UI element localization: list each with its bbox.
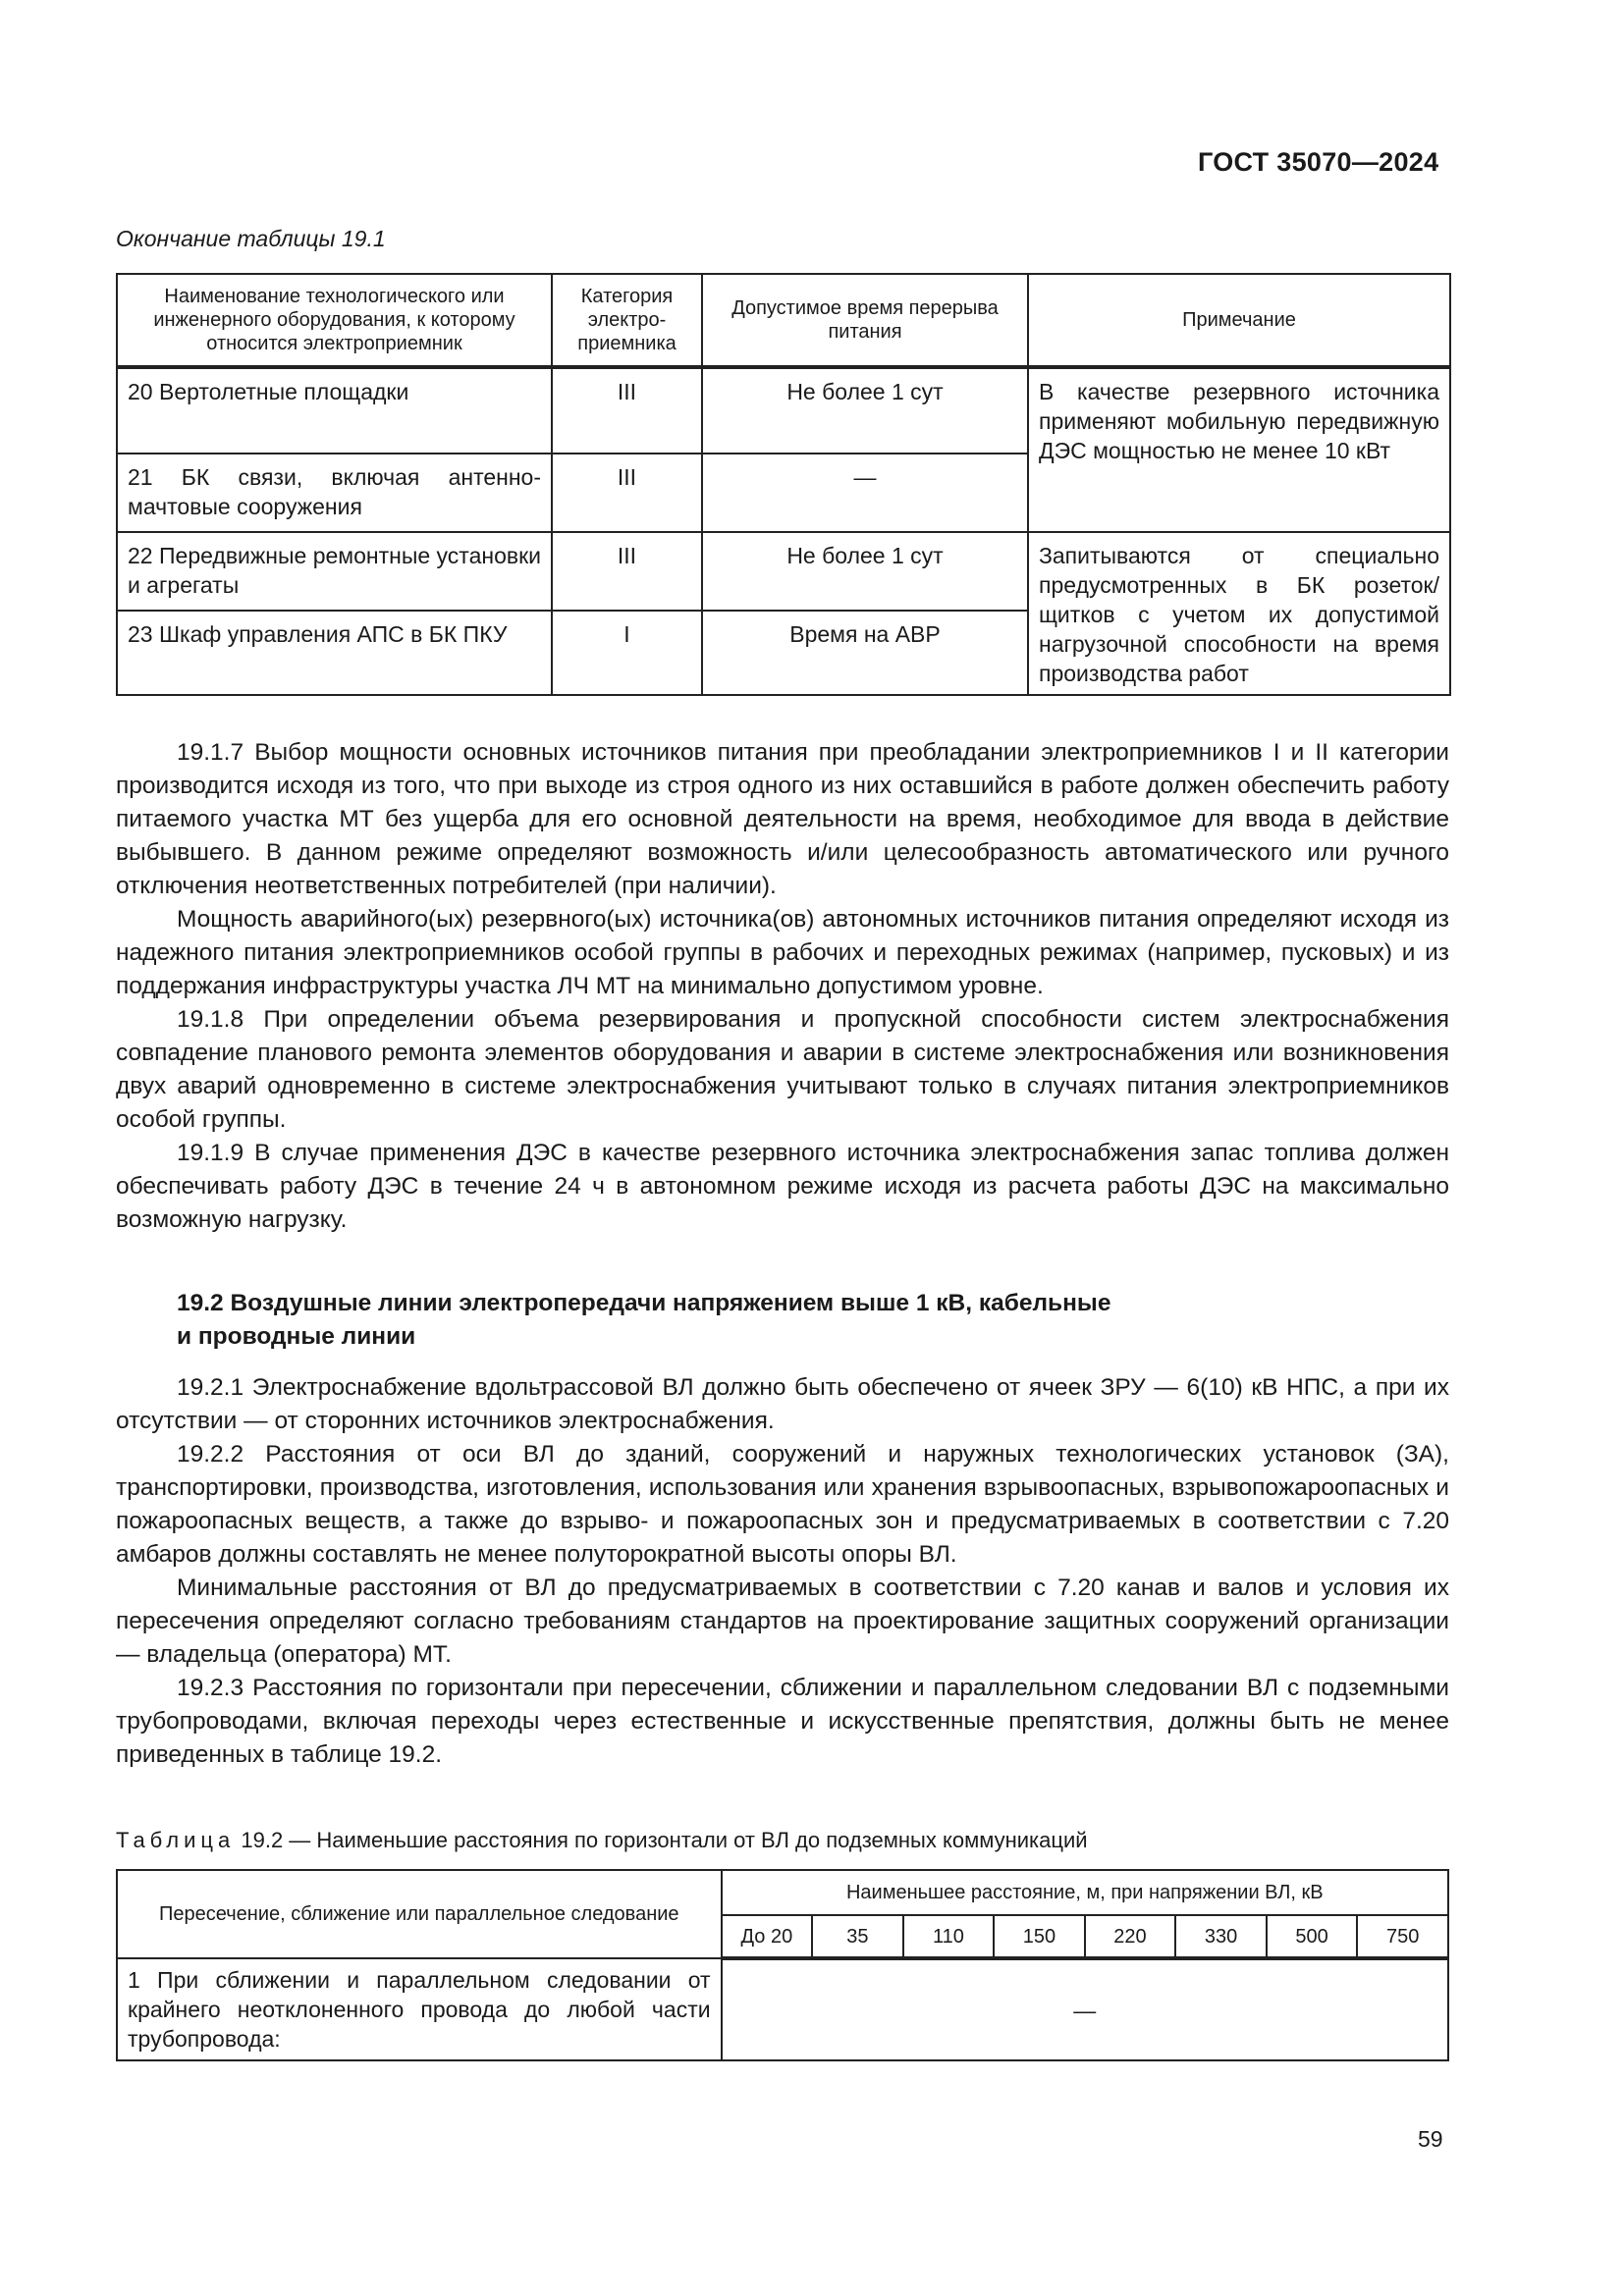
column-header-voltage: 500 <box>1267 1915 1358 1958</box>
column-header-crossing: Пересечение, сближение или параллельное следование <box>117 1870 722 1958</box>
column-header-voltage: 35 <box>812 1915 903 1958</box>
table-label: Таблица <box>116 1828 236 1852</box>
row-value: — <box>722 1958 1448 2060</box>
row-time: — <box>702 454 1028 532</box>
paragraph: Минимальные расстояния от ВЛ до предусматриваемых в соответствии с 7.20 канав и валов и условия их пересечения определяют согласно требованиям стандартов на проектирование защитных сооружений организации — владельца (оператора) МТ. <box>116 1575 1449 1668</box>
row-name: 1 При сближении и параллельном следовании от крайнего неотклоненного провода до любой части трубопровода: <box>117 1958 722 2060</box>
row-name: 23 Шкаф управления АПС в БК ПКУ <box>117 611 552 695</box>
table-19-1 <box>116 273 1451 696</box>
section-heading-19-2 <box>177 1287 1355 1354</box>
column-header-voltage: 330 <box>1175 1915 1267 1958</box>
table-row <box>117 1958 1448 2060</box>
column-header-voltage: До 20 <box>722 1915 813 1958</box>
row-time: Не более 1 сут <box>702 367 1028 454</box>
column-header-voltage: 110 <box>903 1915 995 1958</box>
body-section-19-2 <box>116 1371 1449 1772</box>
paragraph: 19.1.9 В случае применения ДЭС в качестве резервного источника электроснабжения запас топлива должен обеспечивать работу ДЭС в течение 24 ч в автономном режиме исходя из расчета работы ДЭС на максимально возможную нагрузку. <box>116 1140 1449 1233</box>
column-header-min-distance: Наименьшее расстояние, м, при напряжении ВЛ, кВ <box>722 1870 1448 1915</box>
table-19-2-caption <box>116 1828 1088 1853</box>
column-header-voltage: 220 <box>1085 1915 1176 1958</box>
row-note: В качестве резервного источника применяют мобильную передвижную ДЭС мощностью не менее 10 кВт <box>1028 367 1450 532</box>
row-time: Время на АВР <box>702 611 1028 695</box>
column-header-voltage: 150 <box>994 1915 1085 1958</box>
body-section-19-1 <box>116 736 1449 1237</box>
row-name: 20 Вертолетные площадки <box>117 367 552 454</box>
column-header-note: Примечание <box>1028 274 1450 367</box>
row-category: III <box>552 367 702 454</box>
table-19-2 <box>116 1869 1449 2061</box>
heading-line: 19.2 Воздушные линии электропередачи напряжением выше 1 кВ, кабельные <box>177 1290 1111 1316</box>
table-title: 19.2 — Наименьшие расстояния по горизонтали от ВЛ до подземных коммуникаций <box>235 1828 1088 1852</box>
row-category: III <box>552 454 702 532</box>
table-row <box>117 532 1450 611</box>
row-category: III <box>552 532 702 611</box>
row-note: Запитываются от специально предусмотренных в БК розеток/щитков с учетом их допустимой нагрузочной способности на время производства работ <box>1028 532 1450 695</box>
column-header-interruption-time: Допустимое время перерыва питания <box>702 274 1028 367</box>
table-row <box>117 367 1450 454</box>
paragraph: 19.1.8 При определении объема резервирования и пропускной способности систем электроснабжения совпадение планового ремонта элементов оборудования и аварии в системе электроснабжения или возникновения двух аварий одновременно в системе электроснабжения учитывают только в случаях питания электроприемников особой группы. <box>116 1006 1449 1133</box>
page-number: 59 <box>1418 2126 1443 2152</box>
row-name: 22 Передвижные ремонтные установки и агрегаты <box>117 532 552 611</box>
column-header-equipment: Наименование технологического или инженерного оборудования, к которому относится электроприемник <box>117 274 552 367</box>
row-category: I <box>552 611 702 695</box>
heading-line: и проводные линии <box>177 1323 416 1350</box>
column-header-voltage: 750 <box>1357 1915 1448 1958</box>
row-time: Не более 1 сут <box>702 532 1028 611</box>
paragraph: 19.1.7 Выбор мощности основных источников питания при преобладании электроприемников I и II категории производится исходя из того, что при выходе из строя одного из них оставшийся в работе должен обеспечить работу питаемого участка МТ без ущерба для его основной деятельности на время, необходимое для ввода в действие выбывшего. В данном режиме определяют возможность и/или целесообразность автоматического или ручного отключения неответственных потребителей (при наличии). <box>116 739 1449 899</box>
column-header-category: Категория электро-приемника <box>552 274 702 367</box>
paragraph: Мощность аварийного(ых) резервного(ых) источника(ов) автономных источников питания определяют исходя из надежного питания электроприемников особой группы в рабочих и переходных режимах (например, пусковых) и из поддержания инфраструктуры участка ЛЧ МТ на минимально допустимом уровне. <box>116 906 1449 999</box>
standard-number: ГОСТ 35070—2024 <box>1198 147 1439 177</box>
paragraph: 19.2.2 Расстояния от оси ВЛ до зданий, сооружений и наружных технологических установок (ЗА), транспортировки, производства, изготовления, использования или хранения взрывоопасных, взрывопожароопасных и пожароопасных веществ, а также до взрыво- и пожароопасных зон и предусматриваемых в соответствии с 7.20 амбаров должны составлять не менее полуторократной высоты опоры ВЛ. <box>116 1441 1449 1568</box>
row-name: 21 БК связи, включая антенно-мачтовые сооружения <box>117 454 552 532</box>
table-header-row <box>117 1870 1448 1915</box>
table-header-row <box>117 274 1450 367</box>
paragraph: 19.2.3 Расстояния по горизонтали при пересечении, сближении и параллельном следовании ВЛ с подземными трубопроводами, включая переходы через естественные и искусственные препятствия, должны быть не менее приведенных в таблице 19.2. <box>116 1675 1449 1768</box>
paragraph: 19.2.1 Электроснабжение вдольтрассовой ВЛ должно быть обеспечено от ячеек ЗРУ — 6(10) кВ НПС, а при их отсутствии — от сторонних источников электроснабжения. <box>116 1374 1449 1434</box>
table-19-1-continuation-caption: Окончание таблицы 19.1 <box>116 226 386 251</box>
